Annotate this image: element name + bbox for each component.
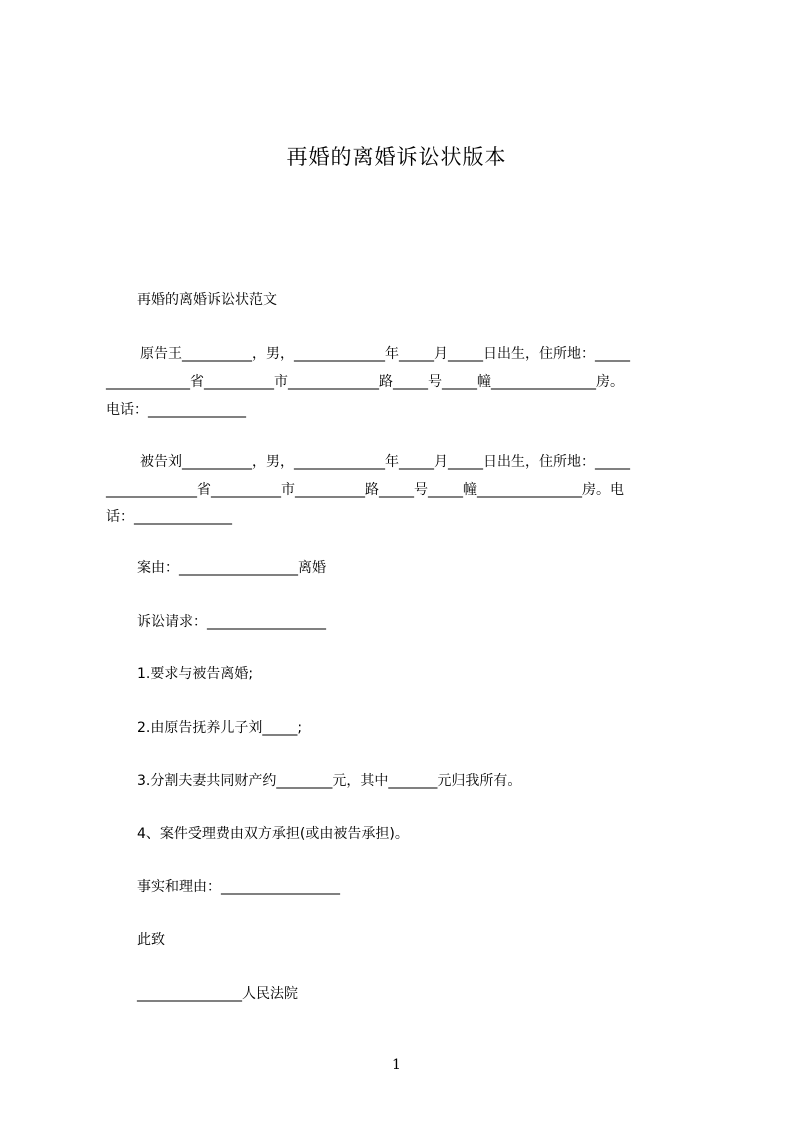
document-heading: 再婚的离婚诉讼状范文 — [137, 292, 277, 308]
claim-item-4: 4、案件受理费由双方承担(或由被告承担)。 — [137, 826, 409, 842]
closing-text: 此致 — [137, 932, 165, 948]
facts-label: 事实和理由：_________________ — [137, 879, 340, 895]
page-number: 1 — [392, 1057, 401, 1073]
defendant-line-1: 被告刘__________，男，_____________年_____月_____日出生，住所地：_____ — [140, 454, 630, 470]
claims-label: 诉讼请求：_________________ — [137, 614, 326, 630]
claim-item-1: 1.要求与被告离婚; — [137, 666, 254, 682]
document-title: 再婚的离婚诉讼状版本 — [286, 145, 507, 169]
plaintiff-line-1: 原告王__________，男，_____________年_____月_____日出生，住所地：_____ — [140, 346, 630, 362]
defendant-line-2: _____________省__________市__________路_____号_____幢_______________房。电 — [106, 482, 624, 498]
court-line: _______________人民法院 — [137, 986, 298, 1002]
claim-item-3: 3.分割夫妻共同财产约________元，其中_______元归我所有。 — [137, 773, 522, 789]
plaintiff-line-2: ____________省__________市_____________路_____号_____幢_______________房。 — [106, 374, 624, 390]
case-reason: 案由：_________________离婚 — [137, 560, 326, 576]
plaintiff-line-3: 电话：______________ — [106, 402, 246, 418]
defendant-line-3: 话：______________ — [106, 509, 232, 525]
claim-item-2: 2.由原告抚养儿子刘_____; — [137, 720, 303, 736]
